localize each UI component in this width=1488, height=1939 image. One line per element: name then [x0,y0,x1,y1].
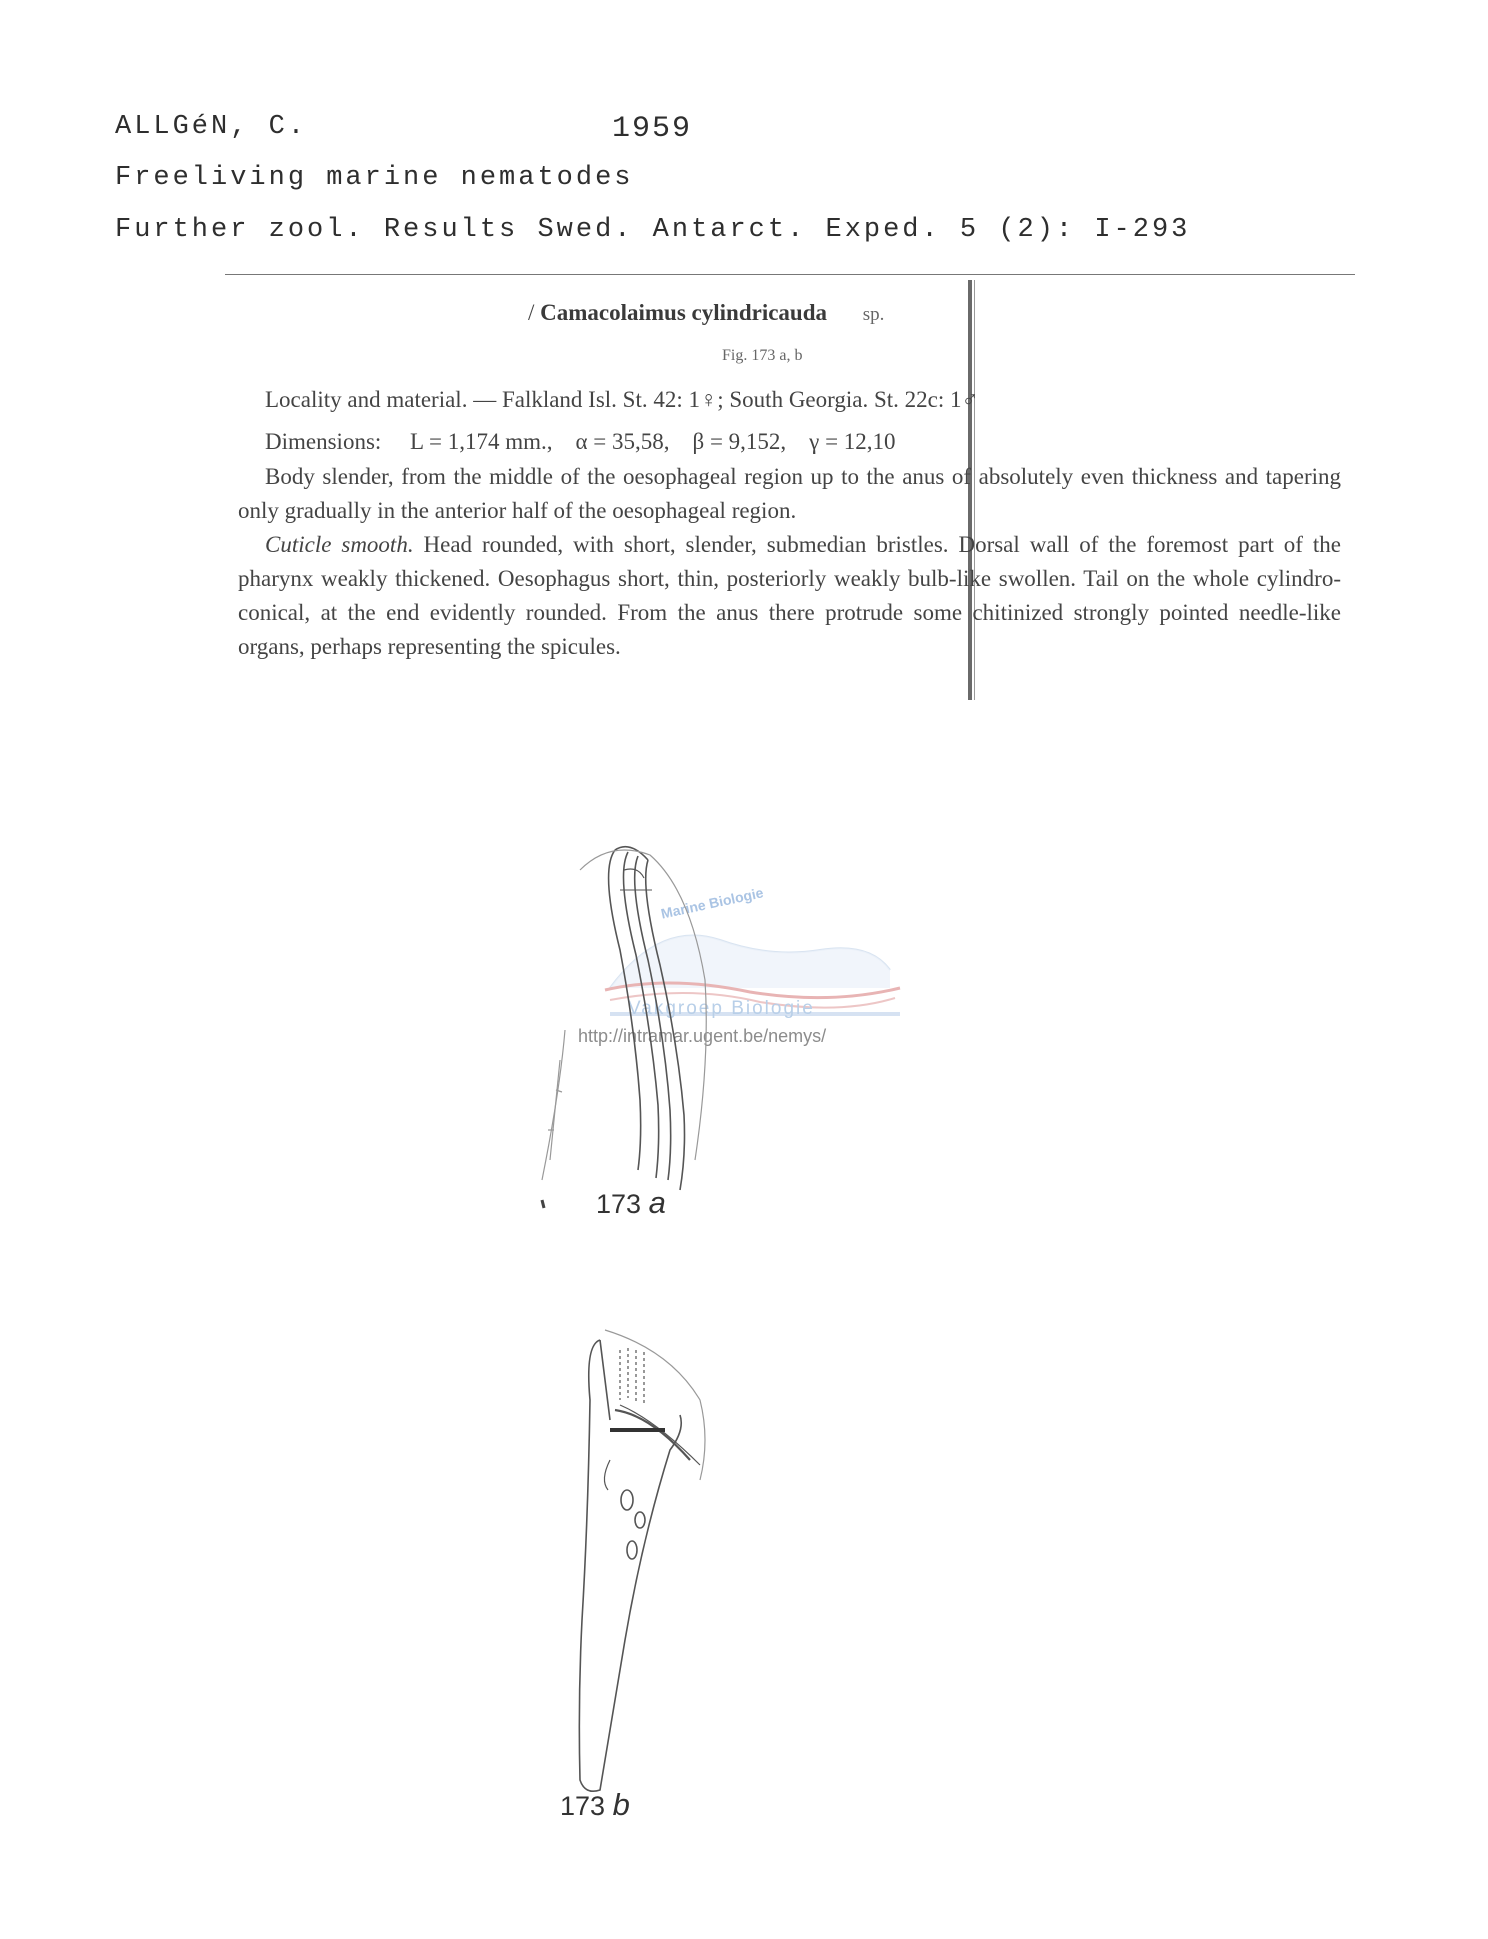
species-marker: / [528,300,535,325]
reference-year: 1959 [612,112,693,146]
figure-b-letter: b [612,1787,630,1822]
figure-173a-label [596,1185,666,1221]
cuticle-lead: Cuticle smooth. [265,532,414,557]
figure-173b-label [560,1787,630,1823]
species-suffix: sp. [862,304,885,325]
cuticle-paragraph: Head rounded, with short, slender, submedian bristles. Dorsal wall of the foremost part of the pharynx weakly thickened. Oesophagus short, thin, posteriorly weakly bulb-like swollen. Tail on the whole cylindro-conical, at the end evidently rounded. From the anus there protrude some chitinized strongly pointed needle-like organs, perhaps representing the spicules. [238,532,1341,659]
species-heading [528,300,884,326]
locality-line: Locality and material. — Falkland Isl. St. 42: 1♀; South Georgia. St. 22c: 1♂ [265,387,979,412]
reference-journal: Further zool. Results Swed. Antarct. Exped. 5 (2): I-293 [115,215,1191,245]
species-name: Camacolaimus cylindricauda [540,300,828,325]
body-paragraph: Body slender, from the middle of the oesophageal region up to the anus of absolutely even thickness and tapering only gradually in the anterior half of the oesophageal region. [238,464,1341,523]
reference-author: ALLGéN, C. [115,112,308,142]
header-divider [225,274,1355,275]
figure-173b-drawing [530,1320,780,1820]
watermark-group-text: Vakgroep Biologie [628,998,815,1019]
figure-173a-drawing [520,830,940,1230]
figure-a-letter: a [648,1185,666,1220]
reference-title: Freeliving marine nematodes [115,163,634,193]
dimensions-line: Dimensions: L = 1,174 mm., α = 35,58, β = 9,152, γ = 12,10 [265,429,896,454]
description-body [238,460,1341,664]
figure-reference: Fig. 173 a, b [722,347,803,364]
figure-a-number: 173 [596,1189,642,1219]
watermark-url: http://intramar.ugent.be/nemys/ [578,1026,827,1046]
watermark-arc-text: Marine Biologie [659,884,765,922]
figure-b-number: 173 [560,1791,606,1821]
